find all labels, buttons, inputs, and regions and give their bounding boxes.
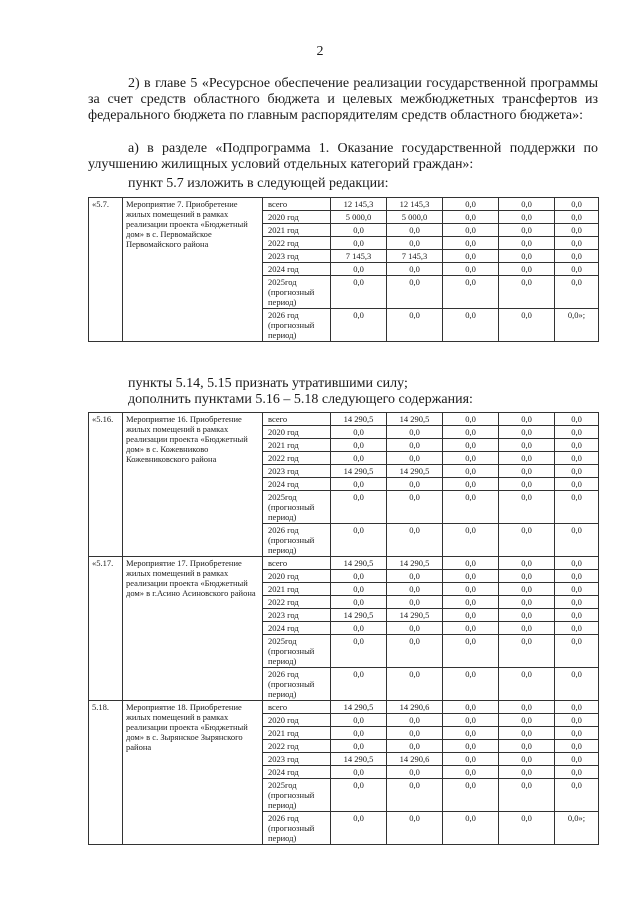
period-cell: 2026 год (прогнозный период)	[263, 812, 331, 845]
amount-cell: 14 290,5	[387, 413, 443, 426]
table-row	[89, 557, 599, 570]
amount-cell: 0,0	[499, 413, 555, 426]
amount-cell: 0,0	[331, 779, 387, 812]
table-row	[89, 413, 599, 426]
amount-cell: 14 290,5	[331, 413, 387, 426]
period-cell: 2026 год (прогнозный период)	[263, 309, 331, 342]
amount-cell: 14 290,5	[387, 557, 443, 570]
amount-cell: 0,0	[499, 753, 555, 766]
amount-cell: 0,0	[499, 237, 555, 250]
item-description-cell: Мероприятие 18. Приобретение жилых помещений в рамках реализации проекта «Бюджетный дом» в с. Зырянское Зырянского района	[123, 701, 263, 845]
intro-paragraph-3: пункт 5.7 изложить в следующей редакции:	[128, 176, 389, 191]
period-cell: 2023 год	[263, 250, 331, 263]
budget-table-5-7	[88, 197, 599, 342]
amount-cell: 0,0	[499, 596, 555, 609]
amount-cell: 0,0	[499, 622, 555, 635]
amount-cell: 0,0	[443, 439, 499, 452]
amount-cell: 0,0	[387, 635, 443, 668]
amount-cell: 0,0	[499, 557, 555, 570]
amount-cell: 14 290,5	[387, 465, 443, 478]
amount-cell: 0,0	[499, 779, 555, 812]
amount-cell: 0,0	[555, 753, 599, 766]
amount-cell: 14 290,6	[387, 753, 443, 766]
period-cell: 2025год (прогнозный период)	[263, 779, 331, 812]
period-cell: 2020 год	[263, 714, 331, 727]
amount-cell: 0,0	[443, 478, 499, 491]
period-cell: 2021 год	[263, 224, 331, 237]
amount-cell: 0,0	[387, 426, 443, 439]
amount-cell: 0,0	[555, 701, 599, 714]
amount-cell: 0,0	[331, 491, 387, 524]
amount-cell: 0,0	[387, 779, 443, 812]
amount-cell: 12 145,3	[387, 198, 443, 211]
amount-cell: 0,0	[499, 478, 555, 491]
period-cell: 2025год (прогнозный период)	[263, 276, 331, 309]
amount-cell: 0,0	[331, 583, 387, 596]
amount-cell: 0,0	[387, 439, 443, 452]
amount-cell: 0,0	[443, 211, 499, 224]
amount-cell: 0,0	[499, 668, 555, 701]
period-cell: 2025год (прогнозный период)	[263, 635, 331, 668]
amount-cell: 0,0	[331, 766, 387, 779]
amount-cell: 0,0	[387, 224, 443, 237]
amount-cell: 0,0	[443, 622, 499, 635]
intro-paragraph-2	[88, 141, 598, 173]
amount-cell: 0,0	[555, 609, 599, 622]
amount-cell: 0,0	[555, 439, 599, 452]
amount-cell: 0,0	[443, 237, 499, 250]
amount-cell: 0,0	[443, 276, 499, 309]
amount-cell: 0,0	[499, 211, 555, 224]
period-cell: 2020 год	[263, 211, 331, 224]
amount-cell: 0,0	[443, 465, 499, 478]
amount-cell: 0,0	[443, 263, 499, 276]
amount-cell: 0,0	[387, 263, 443, 276]
period-cell: 2021 год	[263, 439, 331, 452]
amount-cell: 0,0	[499, 524, 555, 557]
amount-cell: 0,0	[387, 812, 443, 845]
amount-cell: 14 290,5	[331, 609, 387, 622]
amount-cell: 0,0	[331, 426, 387, 439]
amount-cell: 0,0	[443, 570, 499, 583]
period-cell: 2023 год	[263, 465, 331, 478]
amount-cell: 0,0	[555, 779, 599, 812]
amount-cell: 14 290,5	[331, 557, 387, 570]
amount-cell: 0,0»;	[555, 812, 599, 845]
period-cell: 2026 год (прогнозный период)	[263, 524, 331, 557]
amount-cell: 0,0	[387, 596, 443, 609]
amount-cell: 0,0	[443, 740, 499, 753]
amount-cell: 14 290,5	[331, 753, 387, 766]
amount-cell: 0,0	[555, 276, 599, 309]
period-cell: 2025год (прогнозный период)	[263, 491, 331, 524]
amount-cell: 0,0	[555, 635, 599, 668]
amount-cell: 0,0	[443, 596, 499, 609]
amount-cell: 0,0	[555, 727, 599, 740]
amount-cell: 0,0	[387, 714, 443, 727]
period-cell: 2022 год	[263, 237, 331, 250]
amount-cell: 0,0	[387, 452, 443, 465]
amount-cell: 0,0	[443, 309, 499, 342]
amount-cell: 0,0	[443, 779, 499, 812]
amount-cell: 0,0	[555, 622, 599, 635]
amount-cell: 0,0	[443, 753, 499, 766]
table-row	[89, 198, 599, 211]
period-cell: всего	[263, 413, 331, 426]
period-cell: всего	[263, 198, 331, 211]
period-cell: 2020 год	[263, 570, 331, 583]
amount-cell: 0,0	[331, 622, 387, 635]
amount-cell: 0,0	[499, 309, 555, 342]
middle-line-1: пункты 5.14, 5.15 признать утратившими силу;	[128, 376, 408, 391]
amount-cell: 0,0	[331, 635, 387, 668]
amount-cell: 0,0	[387, 309, 443, 342]
period-cell: 2024 год	[263, 478, 331, 491]
amount-cell: 0,0	[331, 524, 387, 557]
item-description-cell: Мероприятие 16. Приобретение жилых помещений в рамках реализации проекта «Бюджетный дом» в с. Кожевниково Кожевниковского района	[123, 413, 263, 557]
amount-cell: 0,0	[499, 583, 555, 596]
intro-paragraph-1	[88, 76, 598, 124]
item-number-cell: «5.17.	[89, 557, 123, 701]
amount-cell: 14 290,5	[331, 465, 387, 478]
amount-cell: 0,0	[387, 524, 443, 557]
amount-cell: 0,0	[443, 452, 499, 465]
amount-cell: 0,0	[555, 198, 599, 211]
amount-cell: 0,0	[387, 478, 443, 491]
amount-cell: 0,0	[443, 524, 499, 557]
intro-text-1: 2) в главе 5 «Ресурсное обеспечение реализации государственной программы за счет средств областного бюджета и целевых межбюджетных трансфертов из федерального бюджета по главным распорядителям средств областного бюджета»:	[88, 76, 598, 123]
amount-cell: 0,0	[499, 701, 555, 714]
amount-cell: 0,0	[555, 465, 599, 478]
amount-cell: 0,0	[331, 309, 387, 342]
amount-cell: 0,0	[499, 609, 555, 622]
amount-cell: 0,0	[443, 250, 499, 263]
amount-cell: 5 000,0	[331, 211, 387, 224]
amount-cell: 0,0	[387, 668, 443, 701]
amount-cell: 0,0	[443, 583, 499, 596]
period-cell: всего	[263, 557, 331, 570]
table-row	[89, 701, 599, 714]
item-number-cell: «5.16.	[89, 413, 123, 557]
amount-cell: 0,0	[443, 668, 499, 701]
amount-cell: 0,0	[499, 714, 555, 727]
amount-cell: 0,0	[331, 812, 387, 845]
amount-cell: 0,0	[387, 727, 443, 740]
amount-cell: 0,0»;	[555, 309, 599, 342]
amount-cell: 14 290,5	[331, 701, 387, 714]
amount-cell: 0,0	[555, 478, 599, 491]
amount-cell: 0,0	[499, 635, 555, 668]
amount-cell: 0,0	[443, 198, 499, 211]
amount-cell: 0,0	[555, 491, 599, 524]
amount-cell: 0,0	[331, 263, 387, 276]
amount-cell: 0,0	[387, 276, 443, 309]
amount-cell: 0,0	[331, 570, 387, 583]
amount-cell: 0,0	[499, 198, 555, 211]
amount-cell: 0,0	[331, 452, 387, 465]
period-cell: 2026 год (прогнозный период)	[263, 668, 331, 701]
period-cell: 2021 год	[263, 727, 331, 740]
amount-cell: 0,0	[387, 622, 443, 635]
amount-cell: 0,0	[443, 727, 499, 740]
amount-cell: 0,0	[499, 570, 555, 583]
amount-cell: 0,0	[555, 668, 599, 701]
amount-cell: 0,0	[555, 570, 599, 583]
amount-cell: 0,0	[499, 766, 555, 779]
amount-cell: 0,0	[331, 740, 387, 753]
amount-cell: 0,0	[499, 812, 555, 845]
amount-cell: 0,0	[555, 211, 599, 224]
item-description-cell: Мероприятие 7. Приобретение жилых помещений в рамках реализации проекта «Бюджетный дом» в с. Первомайское Первомайского района	[123, 198, 263, 342]
amount-cell: 0,0	[499, 439, 555, 452]
amount-cell: 0,0	[443, 812, 499, 845]
period-cell: 2023 год	[263, 609, 331, 622]
amount-cell: 0,0	[555, 452, 599, 465]
amount-cell: 0,0	[443, 224, 499, 237]
amount-cell: 14 290,6	[387, 701, 443, 714]
amount-cell: 0,0	[555, 583, 599, 596]
period-cell: 2022 год	[263, 596, 331, 609]
period-cell: 2022 год	[263, 452, 331, 465]
amount-cell: 0,0	[555, 740, 599, 753]
amount-cell: 0,0	[443, 413, 499, 426]
item-number-cell: «5.7.	[89, 198, 123, 342]
item-description-cell: Мероприятие 17. Приобретение жилых помещений в рамках реализации проекта «Бюджетный дом» в г.Асино Асиновского района	[123, 557, 263, 701]
amount-cell: 0,0	[499, 224, 555, 237]
amount-cell: 0,0	[555, 524, 599, 557]
budget-table-5-16-5-18	[88, 412, 599, 845]
amount-cell: 0,0	[331, 596, 387, 609]
period-cell: 2023 год	[263, 753, 331, 766]
amount-cell: 0,0	[555, 426, 599, 439]
amount-cell: 0,0	[443, 557, 499, 570]
period-cell: 2022 год	[263, 740, 331, 753]
middle-line-2: дополнить пунктами 5.16 – 5.18 следующего содержания:	[128, 392, 473, 407]
amount-cell: 0,0	[443, 766, 499, 779]
amount-cell: 0,0	[499, 426, 555, 439]
amount-cell: 0,0	[331, 276, 387, 309]
amount-cell: 0,0	[499, 250, 555, 263]
amount-cell: 0,0	[331, 714, 387, 727]
amount-cell: 0,0	[331, 224, 387, 237]
period-cell: всего	[263, 701, 331, 714]
amount-cell: 0,0	[555, 413, 599, 426]
amount-cell: 7 145,3	[387, 250, 443, 263]
amount-cell: 0,0	[555, 250, 599, 263]
amount-cell: 0,0	[555, 596, 599, 609]
amount-cell: 0,0	[443, 701, 499, 714]
amount-cell: 0,0	[443, 635, 499, 668]
item-number-cell: 5.18.	[89, 701, 123, 845]
amount-cell: 0,0	[555, 714, 599, 727]
amount-cell: 0,0	[499, 727, 555, 740]
amount-cell: 0,0	[387, 237, 443, 250]
period-cell: 2024 год	[263, 263, 331, 276]
amount-cell: 0,0	[555, 766, 599, 779]
amount-cell: 7 145,3	[331, 250, 387, 263]
amount-cell: 0,0	[499, 263, 555, 276]
amount-cell: 0,0	[555, 224, 599, 237]
amount-cell: 14 290,5	[387, 609, 443, 622]
period-cell: 2020 год	[263, 426, 331, 439]
amount-cell: 0,0	[387, 740, 443, 753]
period-cell: 2024 год	[263, 766, 331, 779]
amount-cell: 0,0	[387, 583, 443, 596]
amount-cell: 0,0	[499, 465, 555, 478]
amount-cell: 0,0	[443, 714, 499, 727]
amount-cell: 5 000,0	[387, 211, 443, 224]
amount-cell: 0,0	[387, 766, 443, 779]
amount-cell: 0,0	[443, 491, 499, 524]
amount-cell: 0,0	[331, 727, 387, 740]
amount-cell: 0,0	[443, 609, 499, 622]
amount-cell: 0,0	[555, 263, 599, 276]
amount-cell: 0,0	[331, 237, 387, 250]
amount-cell: 0,0	[499, 452, 555, 465]
amount-cell: 0,0	[331, 478, 387, 491]
amount-cell: 0,0	[443, 426, 499, 439]
amount-cell: 12 145,3	[331, 198, 387, 211]
period-cell: 2021 год	[263, 583, 331, 596]
intro-text-2: а) в разделе «Подпрограмма 1. Оказание государственной поддержки по улучшению жилищных условий отдельных категорий граждан»:	[88, 141, 598, 172]
amount-cell: 0,0	[555, 237, 599, 250]
period-cell: 2024 год	[263, 622, 331, 635]
amount-cell: 0,0	[499, 491, 555, 524]
amount-cell: 0,0	[499, 276, 555, 309]
amount-cell: 0,0	[499, 740, 555, 753]
amount-cell: 0,0	[555, 557, 599, 570]
amount-cell: 0,0	[387, 570, 443, 583]
amount-cell: 0,0	[331, 668, 387, 701]
amount-cell: 0,0	[387, 491, 443, 524]
page-number: 2	[316, 44, 324, 59]
amount-cell: 0,0	[331, 439, 387, 452]
